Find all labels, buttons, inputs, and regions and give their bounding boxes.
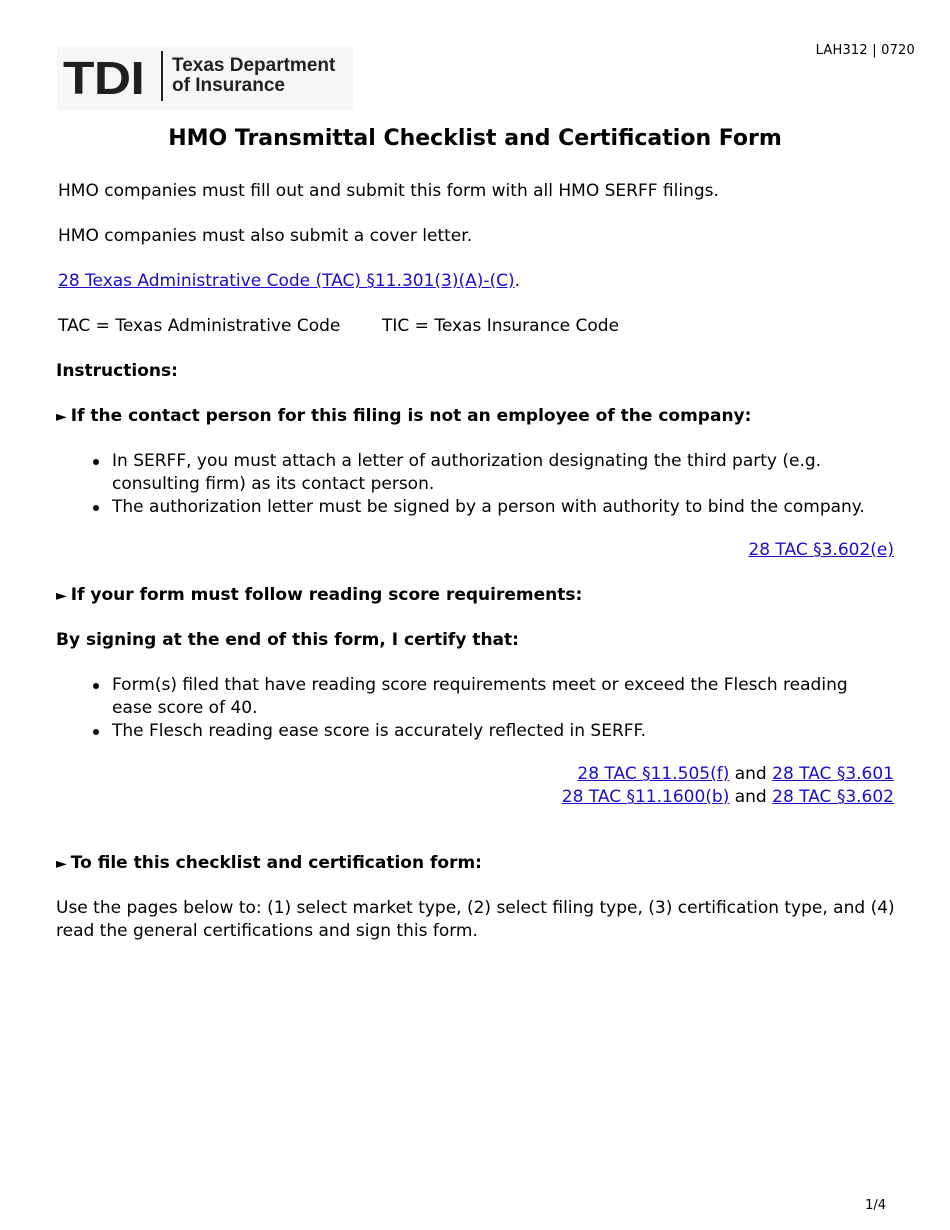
ref-and: and [734,764,767,784]
ref-link-3-602[interactable]: 28 TAC §3.602 [772,787,894,807]
ref-link-3-601[interactable]: 28 TAC §3.601 [772,764,894,784]
section-reading-heading [56,584,582,608]
logo-text [172,56,335,96]
section-filing-heading [56,852,482,876]
ref-link-3-602e[interactable]: 28 TAC §3.602(e) [748,540,894,560]
intro-line-2: HMO companies must also submit a cover letter. [58,226,473,246]
arrow-icon: ► [56,856,67,872]
reading-references [562,763,894,809]
contact-references [748,539,894,562]
logo-divider [161,51,163,101]
ref-and: and [734,787,767,807]
page-number: 1/4 [865,1198,886,1213]
logo-text-line1: Texas Department [172,55,336,76]
list-item: In SERFF, you must attach a letter of authorization designating the third party (e.g. consulting firm) as its contact person. [112,450,892,496]
ref-link-11-1600b[interactable]: 28 TAC §11.1600(b) [561,787,730,807]
tac-definition: TAC = Texas Administrative Code [58,316,341,336]
instructions-label: Instructions: [56,361,178,381]
logo-text-line2: of Insurance [172,75,285,96]
section-filing-heading-text: To file this checklist and certification form: [70,853,482,873]
rule-link[interactable]: 28 Texas Administrative Code (TAC) §11.301(3)(A)-(C) [58,271,515,291]
page-title: HMO Transmittal Checklist and Certification Form [168,126,782,151]
section-contact-heading-text: If the contact person for this filing is not an employee of the company: [70,406,752,426]
arrow-icon: ► [56,409,67,425]
tic-definition: TIC = Texas Insurance Code [382,316,620,336]
tdi-logo [57,46,353,110]
arrow-icon: ► [56,588,67,604]
section-reading-heading-text: If your form must follow reading score requirements: [70,585,583,605]
section-contact-heading [56,405,751,429]
logo-mark: TDI [63,52,145,104]
form-code: LAH312 | 0720 [815,43,915,58]
rule-reference [58,270,520,293]
ref-link-11-505f[interactable]: 28 TAC §11.505(f) [577,764,730,784]
reading-bullets [112,674,892,743]
list-item: The Flesch reading ease score is accurately reflected in SERFF. [112,720,892,743]
filing-instructions: Use the pages below to: (1) select market type, (2) select filing type, (3) certification type, and (4) read the general certifications and sign this form. [56,898,895,941]
list-item: The authorization letter must be signed by a person with authority to bind the company. [112,496,892,519]
list-item: Form(s) filed that have reading score requirements meet or exceed the Flesch reading ease score of 40. [112,674,892,720]
contact-bullets [112,450,892,519]
rule-suffix: . [514,271,521,291]
intro-line-1: HMO companies must fill out and submit this form with all HMO SERFF filings. [58,181,719,201]
certify-label: By signing at the end of this form, I certify that: [56,630,519,650]
